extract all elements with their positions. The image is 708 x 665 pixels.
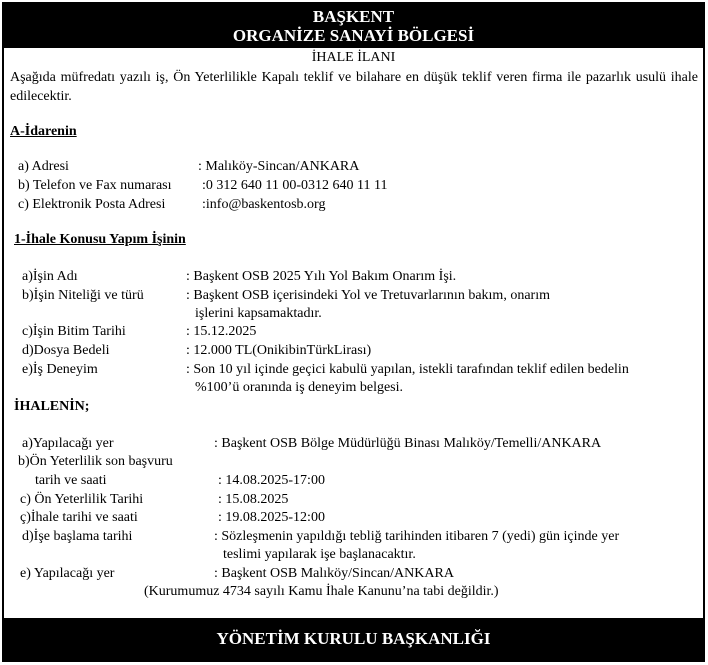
tender-date-value: : 19.08.2025-12:00 — [218, 510, 325, 525]
job-name-value: : Başkent OSB 2025 Yılı Yol Bakım Onarım İşi. — [186, 269, 457, 284]
end-date-value: : 15.12.2025 — [186, 324, 257, 339]
section-a-title: A-İdarenin — [10, 124, 77, 139]
experience-value-2: %100’ü oranında iş deneyim belgesi. — [195, 380, 404, 395]
org-name-line1: BAŞKENT — [312, 7, 395, 26]
prequal-date-value: : 15.08.2025 — [218, 492, 289, 507]
header-banner — [4, 4, 703, 48]
notice-title: İHALE İLANI — [311, 50, 396, 65]
legal-note: (Kurumumuz 4734 sayılı Kamu İhale Kanunu’na tabi değildir.) — [144, 584, 499, 599]
start-date-value-1: : Sözleşmenin yapıldığı tebliğ tarihinden itibaren 7 (yedi) gün içinde yer — [214, 529, 620, 544]
phone-value: :0 312 640 11 00-0312 640 11 11 — [202, 178, 388, 193]
email-label: c) Elektronik Posta Adresi — [18, 197, 166, 212]
prequal-deadline-value: : 14.08.2025-17:00 — [218, 473, 325, 488]
file-fee-label: d)Dosya Bedeli — [22, 343, 110, 358]
job-nature-value-2: işlerini kapsamaktadır. — [195, 306, 322, 321]
prequal-deadline-label-2: tarih ve saati — [35, 473, 107, 488]
file-fee-value: : 12.000 TL(OnikibinTürkLirası) — [186, 343, 372, 358]
venue2-label: e) Yapılacağı yer — [20, 566, 115, 581]
intro-paragraph: Aşağıda müfredatı yazılı iş, Ön Yeterlilikle Kapalı teklif ve bilahare en düşük teklif veren firma ile pazarlık usulü ihale edilecektir. — [10, 70, 698, 104]
section-1-title: 1-İhale Konusu Yapım İşinin — [14, 232, 186, 247]
footer-banner: YÖNETİM KURULU BAŞKANLIĞI — [4, 618, 703, 660]
experience-value-1: : Son 10 yıl içinde geçici kabulü yapılan, istekli tarafından teklif edilen bedelin — [186, 362, 629, 377]
org-name-line2: ORGANİZE SANAYİ BÖLGESİ — [232, 26, 475, 45]
address-value: : Malıköy-Sincan/ANKARA — [198, 159, 360, 174]
email-value: :info@baskentosb.org — [202, 197, 326, 212]
tender-date-label: ç)İhale tarihi ve saati — [20, 510, 138, 525]
venue-label: a)Yapılacağı yer — [22, 436, 114, 451]
job-name-label: a)İşin Adı — [22, 269, 78, 284]
start-date-value-2: teslimi yapılarak işe başlanacaktır. — [223, 547, 416, 562]
notice-frame — [2, 2, 705, 662]
experience-label: e)İş Deneyim — [22, 362, 98, 377]
venue2-value: : Başkent OSB Malıköy/Sincan/ANKARA — [214, 566, 454, 581]
end-date-label: c)İşin Bitim Tarihi — [22, 324, 126, 339]
job-nature-value-1: : Başkent OSB içerisindeki Yol ve Tretuvarlarının bakım, onarım — [186, 288, 550, 303]
job-nature-label: b)İşin Niteliği ve türü — [22, 288, 144, 303]
prequal-deadline-label-1: b)Ön Yeterlilik son başvuru — [18, 454, 173, 469]
phone-label: b) Telefon ve Fax numarası — [18, 178, 172, 193]
venue-value: : Başkent OSB Bölge Müdürlüğü Binası Malıköy/Temelli/ANKARA — [214, 436, 602, 451]
prequal-date-label: c) Ön Yeterlilik Tarihi — [20, 492, 144, 507]
tender-section-title: İHALENİN; — [14, 399, 90, 414]
address-label: a) Adresi — [18, 159, 69, 174]
start-date-label: d)İşe başlama tarihi — [22, 529, 133, 544]
